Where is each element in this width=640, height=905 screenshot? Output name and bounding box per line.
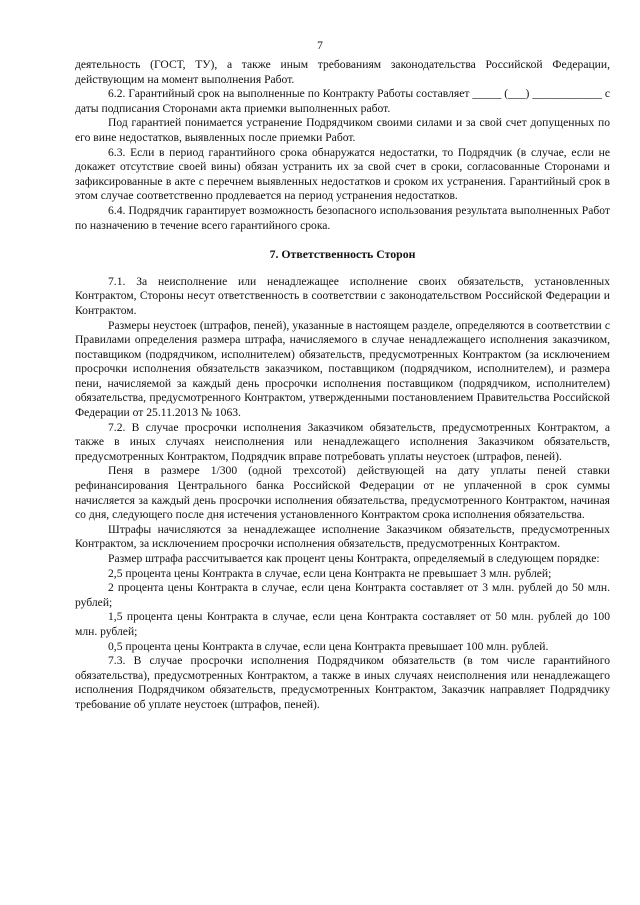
paragraph-fine-calculation: Размер штрафа рассчитывается как процент цены Контракта, определяемый в следующем порядке: <box>108 552 600 565</box>
section-7-heading: 7. Ответственность Сторон <box>269 247 416 262</box>
paragraph-rate-1-5: 1,5 процента цены Контракта в случае, если цена Контракта составляет от 50 млн. рублей до 100 млн. рублей; <box>75 610 610 638</box>
page-number: 7 <box>317 40 323 52</box>
paragraph-6-4: 6.4. Подрядчик гарантирует возможность безопасного использования результата выполненных Работ по назначению в течение всего гарантийного срока. <box>75 203 610 232</box>
page-body <box>75 58 610 713</box>
paragraph-rate-2: 2 процента цены Контракта в случае, если цена Контракта составляет от 3 млн. рублей до 50 млн. рублей; <box>75 581 610 609</box>
paragraph-rate-2-5: 2,5 процента цены Контракта в случае, если цена Контракта не превышает 3 млн. рублей; <box>108 566 552 580</box>
paragraph-6-3: 6.3. Если в период гарантийного срока обнаружатся недостатки, то Подрядчик (в случае, если не докажет отсутствие своей вины) обязан устранить их за свой счет в сроки, согласованные Сторонами и зафиксированные в акте с перечнем выявленных недостатков и сроком их устранения. Гарантийный срок в этом случае соответственно продлевается на период устранения недостатков. <box>75 145 610 203</box>
paragraph-7-3: 7.3. В случае просрочки исполнения Подрядчиком обязательств (в том числе гарантийного обязательства), предусмотренных Контрактом, а также в иных случаях неисполнения или ненадлежащего исполнения Подрядчиком обязательств, предусмотренных Контрактом, Заказчик направляет Подрядчику требование об уплате неустоек (штрафов, пеней). <box>75 654 610 711</box>
paragraph-6-2: 6.2. Гарантийный срок на выполненные по Контракту Работы составляет _____ (___) ____________ с даты подписания Сторонами акта приемки выполненных работ. <box>75 87 610 115</box>
paragraph-penalty-sizes: Размеры неустоек (штрафов, пеней), указанные в настоящем разделе, определяются в соответствии с Правилами определения размера штрафа, начисляемого в случае ненадлежащего исполнения заказчиком, поставщиком (подрядчиком, исполнителем) обязательств, предусмотренных Контрактом (за исключением просрочки исполнения обязательств заказчиком, поставщиком (подрядчиком, исполнителем), и размера пени, начисляемой за каждый день просрочки исполнения поставщиком (подрядчиком, исполнителем) обязательства, предусмотренного Контрактом, утвержденными постановлением Правительства Российской Федерации от 25.11.2013 № 1063. <box>75 318 610 420</box>
paragraph-guarantee-definition: Под гарантией понимается устранение Подрядчиком своими силами и за свой счет допущенных по его вине недостатков, выявленных после приемки Работ. <box>75 116 610 144</box>
paragraph-rate-0-5: 0,5 процента цены Контракта в случае, если цена Контракта превышает 100 млн. рублей. <box>108 639 549 653</box>
paragraph-fines: Штрафы начисляются за ненадлежащее исполнение Заказчиком обязательств, предусмотренных Контрактом, за исключением просрочки исполнения обязательств, предусмотренных Контрактом. <box>75 522 610 551</box>
paragraph-penya: Пеня в размере 1/300 (одной трехсотой) действующей на дату уплаты пеней ставки рефинансирования Центрального банка Российской Федерации от не уплаченной в срок суммы начисляется за каждый день просрочки исполнения обязательства, предусмотренного Контрактом, начиная со дня, следующего после дня истечения установленного Контрактом срока исполнения обязательства. <box>75 464 610 522</box>
paragraph-7-2: 7.2. В случае просрочки исполнения Заказчиком обязательств, предусмотренных Контрактом, а также в иных случаях неисполнения или ненадлежащего исполнения Заказчиком обязательств, предусмотренных Контрактом, Подрядчик вправе потребовать уплаты неустоек (штрафов, пеней). <box>75 420 610 463</box>
paragraph-continuation: деятельность (ГОСТ, ТУ), а также иным требованиям законодательства Российской Федерации, действующим на момент выполнения Работ. <box>75 58 610 86</box>
paragraph-7-1: 7.1. За неисполнение или ненадлежащее исполнение своих обязательств, установленных Контрактом, Стороны несут ответственность в соответствии с законодательством Российской Федерации и Контрактом. <box>75 274 610 317</box>
